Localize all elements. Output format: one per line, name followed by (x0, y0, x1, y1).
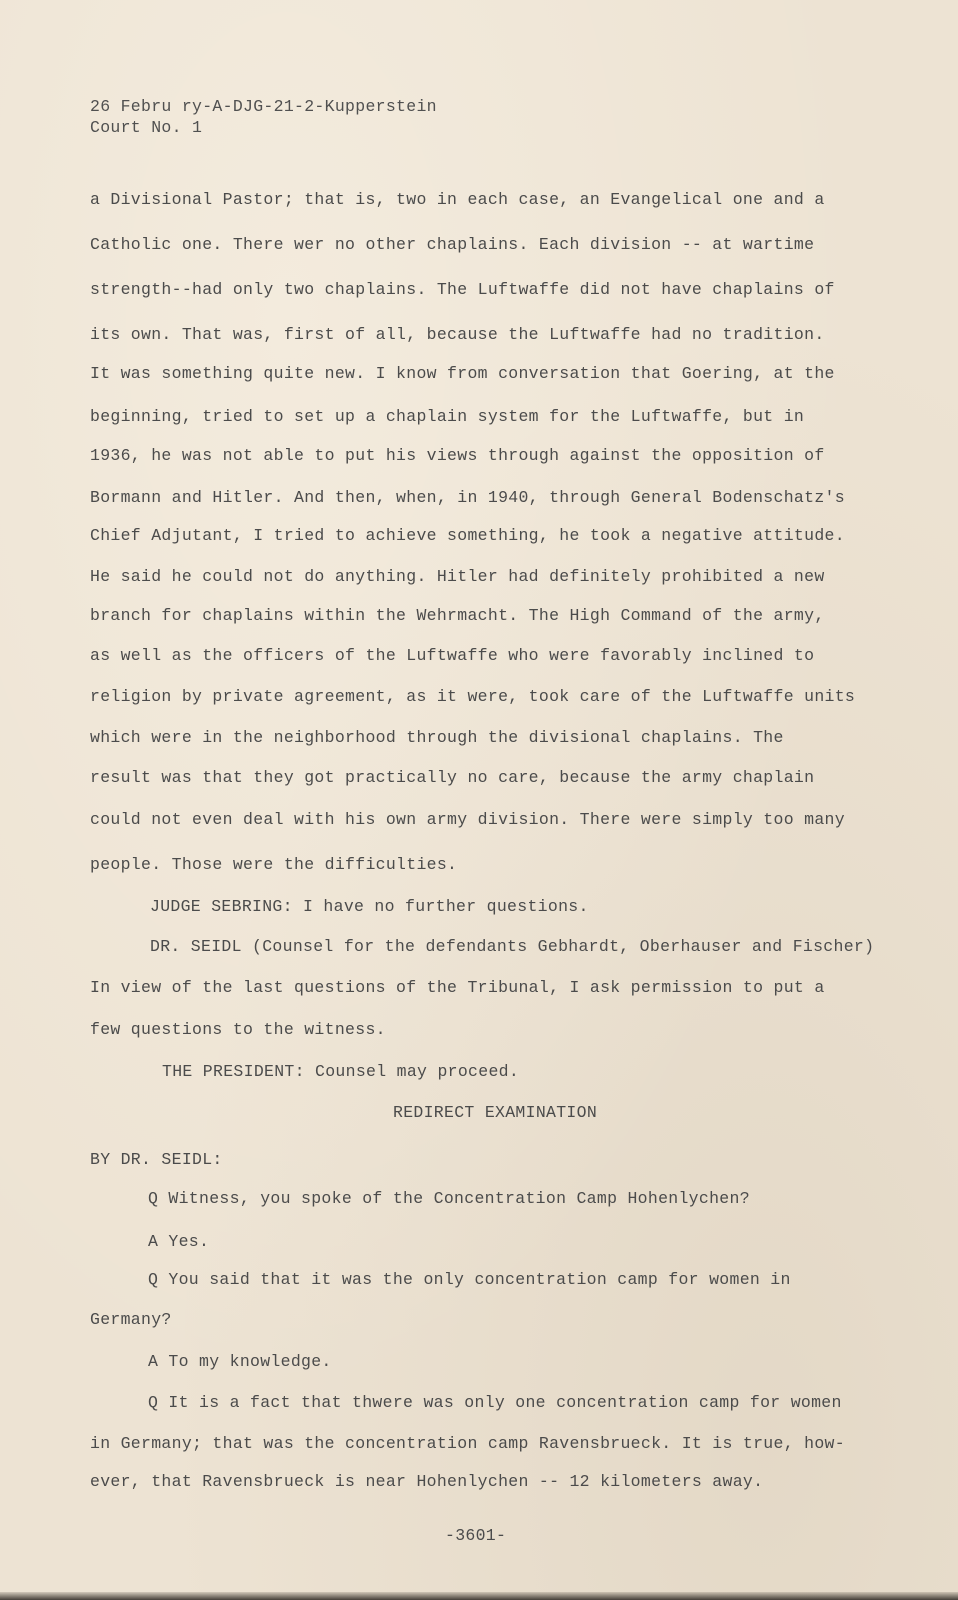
answer-line: A Yes. (148, 1232, 210, 1251)
speaker-line: THE PRESIDENT: Counsel may proceed. (162, 1062, 520, 1081)
text-line: could not even deal with his own army division. There were simply too many (90, 810, 845, 829)
text-line: It was something quite new. I know from conversation that Goering, at the (90, 364, 835, 383)
page-bottom-edge (0, 1592, 958, 1600)
text-line: in Germany; that was the concentration camp Ravensbrueck. It is true, how- (90, 1434, 845, 1453)
question-line: Q You said that it was the only concentration camp for women in (148, 1270, 791, 1289)
text-line: strength--had only two chaplains. The Luftwaffe did not have chaplains of (90, 280, 835, 299)
text-line: as well as the officers of the Luftwaffe who were favorably inclined to (90, 646, 815, 665)
header-court: Court No. 1 (90, 118, 203, 137)
speaker-line: DR. SEIDL (Counsel for the defendants Gebhardt, Oberhauser and Fischer) (150, 937, 875, 956)
answer-line: A To my knowledge. (148, 1352, 332, 1371)
text-line: which were in the neighborhood through the divisional chaplains. The (90, 728, 784, 747)
speaker-line: JUDGE SEBRING: I have no further questions. (150, 897, 589, 916)
question-line: Q Witness, you spoke of the Concentration Camp Hohenlychen? (148, 1189, 750, 1208)
text-line: religion by private agreement, as it were, took care of the Luftwaffe units (90, 687, 856, 706)
document-header (90, 96, 437, 138)
text-line: ever, that Ravensbrueck is near Hohenlychen -- 12 kilometers away. (90, 1472, 764, 1491)
text-line: He said he could not do anything. Hitler had definitely prohibited a new (90, 567, 825, 586)
section-heading: REDIRECT EXAMINATION (393, 1103, 598, 1122)
page-number: -3601- (445, 1526, 507, 1545)
text-line: branch for chaplains within the Wehrmacht. The High Command of the army, (90, 606, 825, 625)
text-line: Chief Adjutant, I tried to achieve something, he took a negative attitude. (90, 526, 845, 545)
text-line: people. Those were the difficulties. (90, 855, 458, 874)
text-line: In view of the last questions of the Tribunal, I ask permission to put a (90, 978, 825, 997)
text-line: a Divisional Pastor; that is, two in each case, an Evangelical one and a (90, 190, 825, 209)
text-line: Bormann and Hitler. And then, when, in 1940, through General Bodenschatz's (90, 488, 845, 507)
text-line: 1936, he was not able to put his views through against the opposition of (90, 446, 825, 465)
text-line: result was that they got practically no care, because the army chaplain (90, 768, 815, 787)
text-line: Catholic one. There wer no other chaplains. Each division -- at wartime (90, 235, 815, 254)
header-reference: 26 Febru ry-A-DJG-21-2-Kupperstein (90, 97, 437, 116)
text-line: Germany? (90, 1310, 172, 1329)
text-line: few questions to the witness. (90, 1020, 386, 1039)
text-line: beginning, tried to set up a chaplain system for the Luftwaffe, but in (90, 407, 805, 426)
text-line: its own. That was, first of all, because the Luftwaffe had no tradition. (90, 325, 825, 344)
examiner-line: BY DR. SEIDL: (90, 1150, 223, 1169)
question-line: Q It is a fact that thwere was only one concentration camp for women (148, 1393, 842, 1412)
